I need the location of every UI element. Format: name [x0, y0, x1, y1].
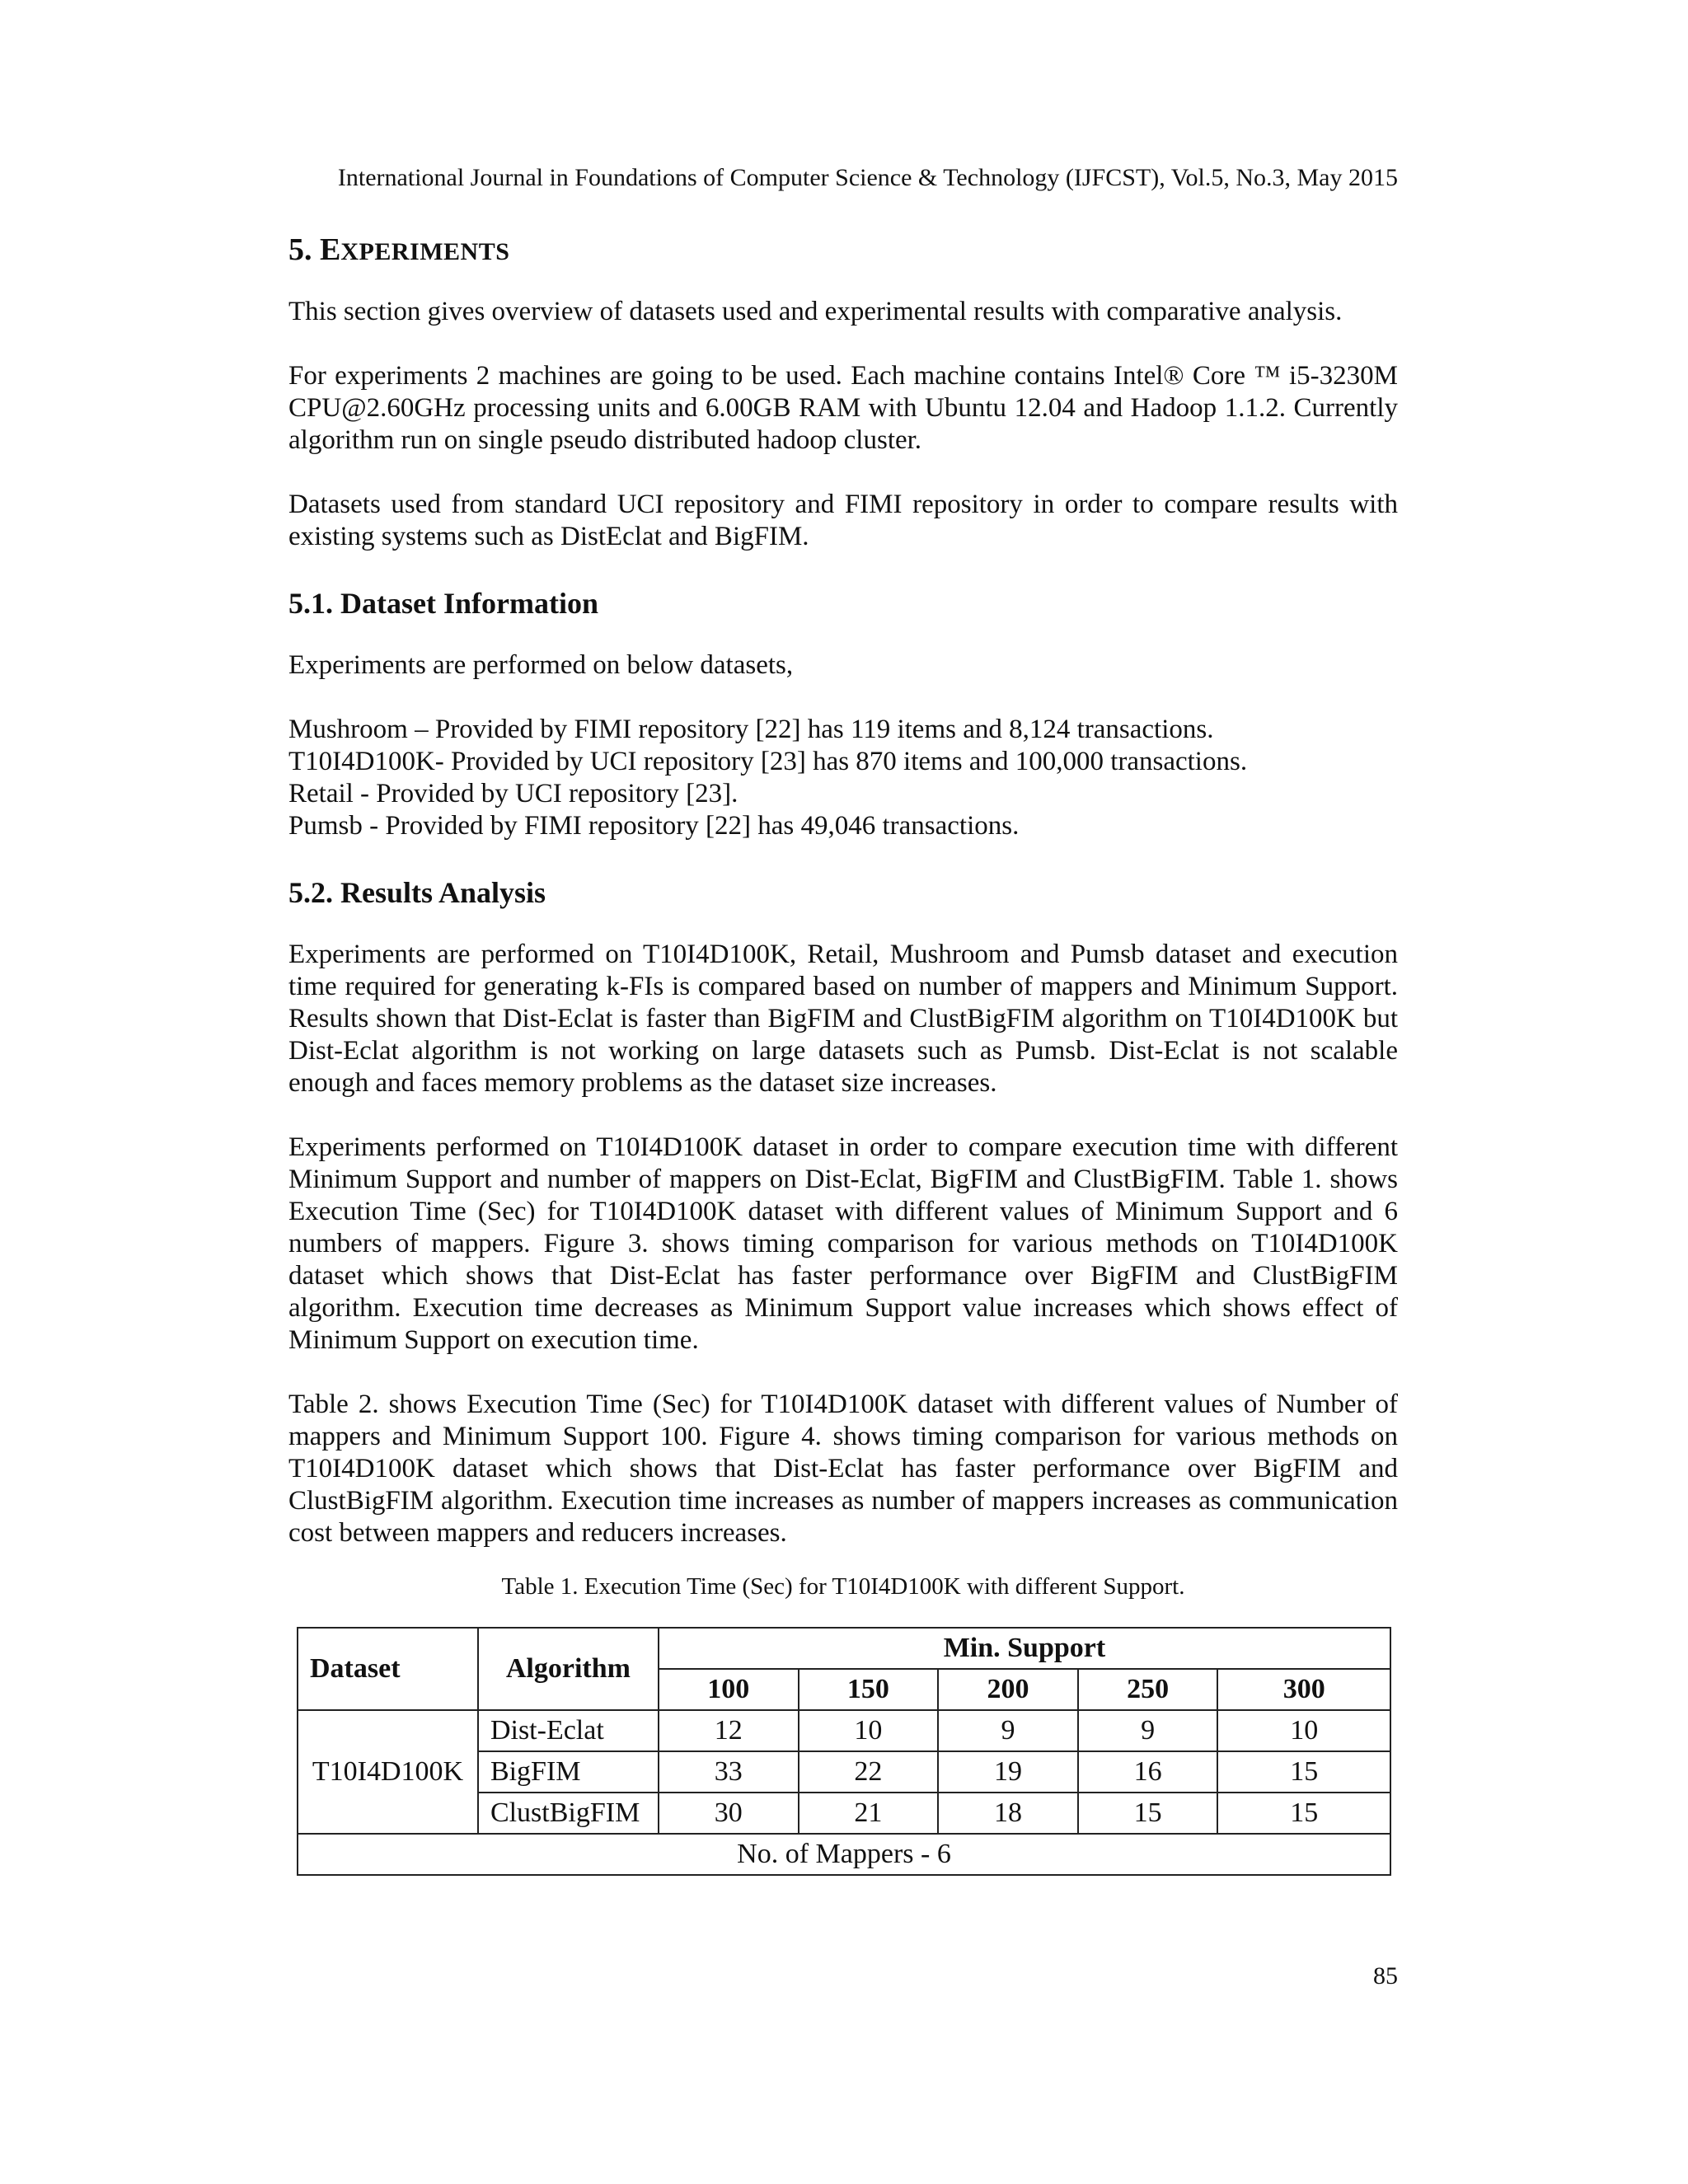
header-dataset: Dataset — [298, 1628, 478, 1710]
paragraph-results-2: Experiments performed on T10I4D100K dataset in order to compare execution time with different Minimum Support and number of mappers on Dist-Eclat, BigFIM and ClustBigFIM. Table 1. shows Execution Time (Sec) for T10I4D100K dataset with different values of Minimum Support and 6 numbers of mappers. Figure 3. shows timing comparison for various methods on T10I4D100K dataset which shows that Dist-Eclat has faster performance over BigFIM and ClustBigFIM algorithm. Execution time decreases as Minimum Support value increases which shows effect of Minimum Support on execution time. — [288, 1132, 1398, 1355]
dataset-cell: T10I4D100K — [298, 1710, 478, 1834]
dataset-list — [288, 714, 1398, 842]
subsection-title-results-analysis: 5.2. Results Analysis — [288, 876, 546, 909]
dataset-item-retail: Retail - Provided by UCI repository [23]. — [288, 779, 738, 808]
paragraph-results-3: Table 2. shows Execution Time (Sec) for T10I4D100K dataset with different values of Number of mappers and Minimum Support 100. Figure 4. shows timing comparison for various methods on T10I4D100K dataset which shows that Dist-Eclat has faster performance over BigFIM and ClustBigFIM algorithm. Execution time increases as number of mappers increases as communication cost between mappers and reducers increases. — [288, 1390, 1398, 1548]
header-support-value: 150 — [799, 1669, 939, 1710]
algorithm-cell: BigFIM — [478, 1751, 659, 1793]
value-cell: 10 — [1217, 1710, 1390, 1751]
mappers-note: No. of Mappers - 6 — [298, 1834, 1390, 1875]
section-title-rest: XPERIMENTS — [340, 238, 510, 265]
value-cell: 9 — [938, 1710, 1078, 1751]
section-number: 5. — [288, 232, 320, 267]
table-header-row — [298, 1628, 1390, 1669]
dataset-item-pumsb: Pumsb - Provided by FIMI repository [22] has 49,046 transactions. — [288, 811, 1020, 841]
table-caption: Table 1. Execution Time (Sec) for T10I4D100K with different Support. — [501, 1573, 1185, 1600]
value-cell: 21 — [799, 1793, 939, 1834]
execution-time-table — [297, 1627, 1391, 1876]
value-cell: 22 — [799, 1751, 939, 1793]
section-title-initial: E — [320, 232, 341, 267]
header-min-support: Min. Support — [659, 1628, 1390, 1669]
running-header: International Journal in Foundations of Computer Science & Technology (IJFCST), Vol.5, No.3, May 2015 — [337, 164, 1398, 191]
dataset-item-mushroom: Mushroom – Provided by FIMI repository [22] has 119 items and 8,124 transactions. — [288, 715, 1214, 744]
header-support-value: 200 — [938, 1669, 1078, 1710]
value-cell: 9 — [1078, 1710, 1218, 1751]
value-cell: 30 — [659, 1793, 799, 1834]
header-support-value: 250 — [1078, 1669, 1218, 1710]
page-number: 85 — [1373, 1962, 1398, 1990]
value-cell: 19 — [938, 1751, 1078, 1793]
value-cell: 18 — [938, 1793, 1078, 1834]
paragraph-overview: This section gives overview of datasets used and experimental results with comparative analysis. — [288, 297, 1343, 326]
algorithm-cell: ClustBigFIM — [478, 1793, 659, 1834]
paragraph-datasets-source: Datasets used from standard UCI repository and FIMI repository in order to compare results with existing systems such as DistEclat and BigFIM. — [288, 490, 1398, 551]
algorithm-cell: Dist-Eclat — [478, 1710, 659, 1751]
subsection-title-dataset-information: 5.1. Dataset Information — [288, 587, 598, 620]
value-cell: 10 — [799, 1710, 939, 1751]
table-row — [298, 1710, 1390, 1751]
value-cell: 33 — [659, 1751, 799, 1793]
paragraph-machines: For experiments 2 machines are going to be used. Each machine contains Intel® Core ™ i5-3230M CPU@2.60GHz processing units and 6.00GB RAM with Ubuntu 12.04 and Hadoop 1.1.2. Currently algorithm run on single pseudo distributed hadoop cluster. — [288, 361, 1398, 455]
article-body — [288, 231, 1398, 1876]
value-cell: 15 — [1217, 1751, 1390, 1793]
value-cell: 15 — [1078, 1793, 1218, 1834]
header-support-value: 300 — [1217, 1669, 1390, 1710]
section-title — [288, 231, 1398, 271]
dataset-item-t10i4d100k: T10I4D100K- Provided by UCI repository [23] has 870 items and 100,000 transactions. — [288, 747, 1248, 776]
value-cell: 15 — [1217, 1793, 1390, 1834]
header-algorithm: Algorithm — [478, 1628, 659, 1710]
value-cell: 16 — [1078, 1751, 1218, 1793]
header-support-value: 100 — [659, 1669, 799, 1710]
table-footer-row — [298, 1834, 1390, 1875]
paragraph-dataset-intro: Experiments are performed on below datasets, — [288, 650, 794, 680]
paragraph-results-1: Experiments are performed on T10I4D100K, Retail, Mushroom and Pumsb dataset and execution time required for generating k-FIs is compared based on number of mappers and Minimum Support. Results shown that Dist-Eclat is faster than BigFIM and ClustBigFIM algorithm on T10I4D100K but Dist-Eclat algorithm is not working on large datasets such as Pumsb. Dist-Eclat is not scalable enough and faces memory problems as the dataset size increases. — [288, 940, 1398, 1098]
value-cell: 12 — [659, 1710, 799, 1751]
